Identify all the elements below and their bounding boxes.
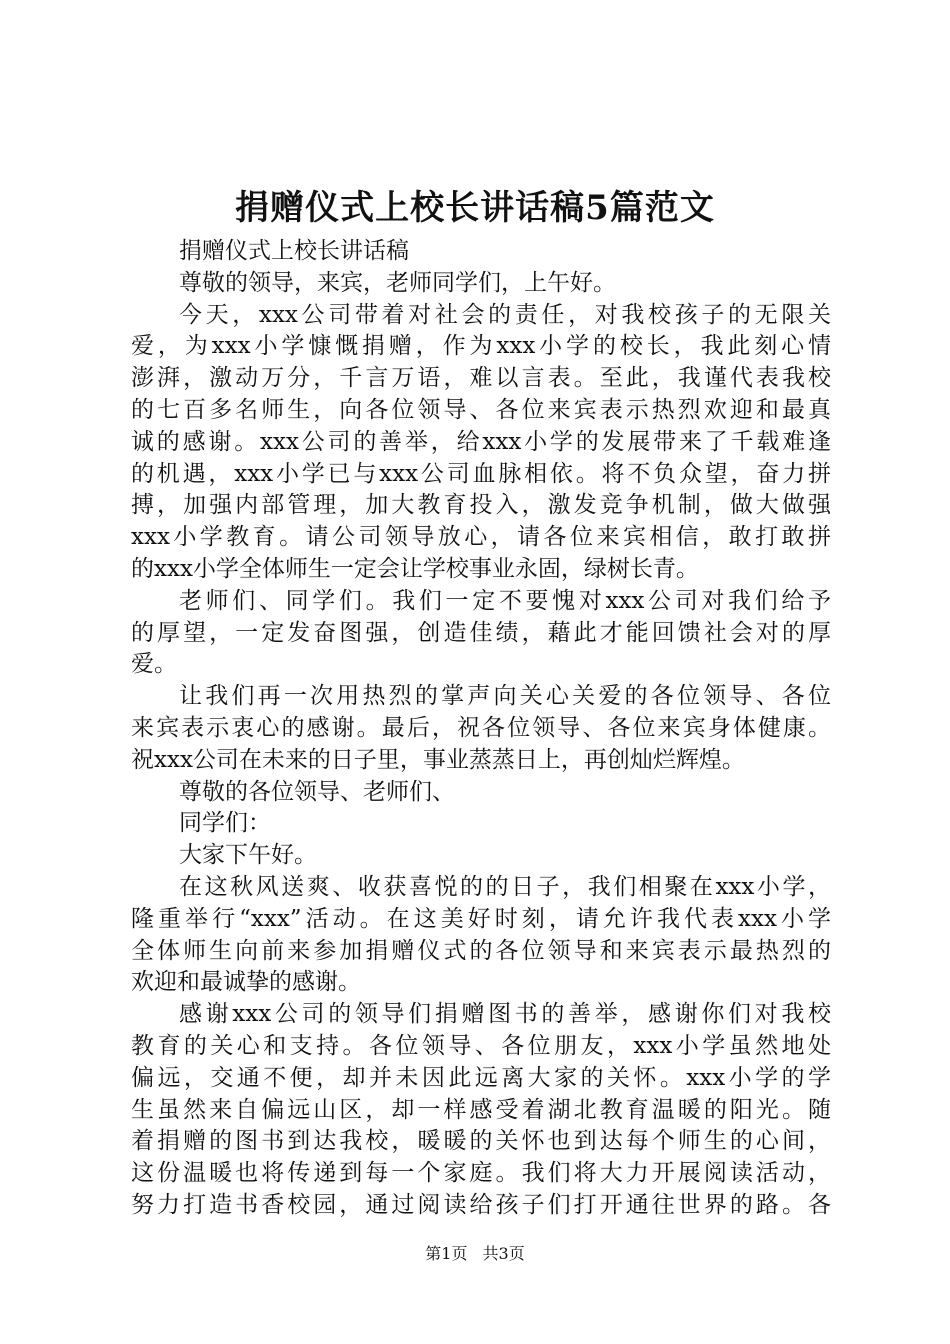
- text-line: 搏，加强内部管理，加大教育投入，激发竞争机制，做大做强: [131, 492, 831, 519]
- text-line: xxx小学教育。请公司领导放心，请各位来宾相信，敢打敢拼: [131, 524, 831, 551]
- text-line: 来宾表示衷心的感谢。最后，祝各位领导、各位来宾身体健康。: [131, 714, 831, 741]
- text-line: 诚的感谢。xxx公司的善举，给xxx小学的发展带来了千载难逢: [131, 428, 831, 455]
- text-line: 澎湃，激动万分，千言万语，难以言表。至此，我谨代表我校: [131, 365, 831, 392]
- text-line: 的七百多名师生，向各位领导、各位来宾表示热烈欢迎和最真: [131, 396, 831, 423]
- text-line: 同学们：: [179, 810, 271, 837]
- text-line: 尊敬的领导，来宾，老师同学们，上午好。: [179, 269, 616, 296]
- text-line: 今天，xxx公司带着对社会的责任，对我校孩子的无限关: [179, 301, 831, 328]
- text-line: 教育的关心和支持。各位领导、各位朋友，xxx小学虽然地处: [131, 1032, 831, 1059]
- text-line: 在这秋风送爽、收获喜悦的的日子，我们相聚在xxx小学，: [179, 873, 831, 900]
- page-total: 共3页: [482, 1244, 525, 1263]
- page-footer: [0, 1243, 950, 1265]
- text-line: 的机遇，xxx小学已与xxx公司血脉相依。将不负众望，奋力拼: [131, 460, 831, 487]
- text-line: 的厚望，一定发奋图强，创造佳绩，藉此才能回馈社会对的厚: [131, 619, 831, 646]
- text-line: 偏远，交通不便，却并未因此远离大家的关怀。xxx小学的学: [131, 1064, 831, 1091]
- page-number: 第1页: [425, 1244, 468, 1263]
- text-line: 祝xxx公司在未来的日子里，事业蒸蒸日上，再创灿烂辉煌。: [131, 746, 745, 773]
- text-line: 全体师生向前来参加捐赠仪式的各位领导和来宾表示最热烈的: [131, 937, 831, 964]
- text-line: 让我们再一次用热烈的掌声向关心关爱的各位领导、各位: [179, 683, 831, 710]
- text-line: 尊敬的各位领导、老师们、: [179, 778, 455, 805]
- document-body: [131, 236, 831, 1222]
- text-line: 的xxx小学全体师生一定会让学校事业永固，绿树长青。: [131, 555, 699, 582]
- text-line: 大家下午好。: [179, 842, 317, 869]
- text-line: 着捐赠的图书到达我校，暖暖的关怀也到达每个师生的心间，: [131, 1128, 831, 1155]
- text-line: 欢迎和最诚挚的感谢。: [131, 969, 361, 996]
- text-line: 爱，为xxx小学慷慨捐赠，作为xxx小学的校长，我此刻心情: [131, 333, 831, 360]
- text-line: 爱。: [131, 651, 177, 678]
- text-line: 捐赠仪式上校长讲话稿: [179, 238, 409, 264]
- text-line: 老师们、同学们。我们一定不要愧对xxx公司对我们给予: [179, 587, 831, 614]
- text-line: 隆重举行“xxx”活动。在这美好时刻，请允许我代表xxx小学: [131, 905, 831, 932]
- text-line: 努力打造书香校园，通过阅读给孩子们打开通往世界的路。各: [131, 1191, 831, 1218]
- text-line: 感谢xxx公司的领导们捐赠图书的善举，感谢你们对我校: [179, 1001, 831, 1028]
- text-line: 生虽然来自偏远山区，却一样感受着湖北教育温暖的阳光。随: [131, 1096, 831, 1123]
- text-line: 这份温暖也将传递到每一个家庭。我们将大力开展阅读活动，: [131, 1160, 831, 1187]
- document-title: 捐赠仪式上校长讲话稿5篇范文: [235, 188, 715, 228]
